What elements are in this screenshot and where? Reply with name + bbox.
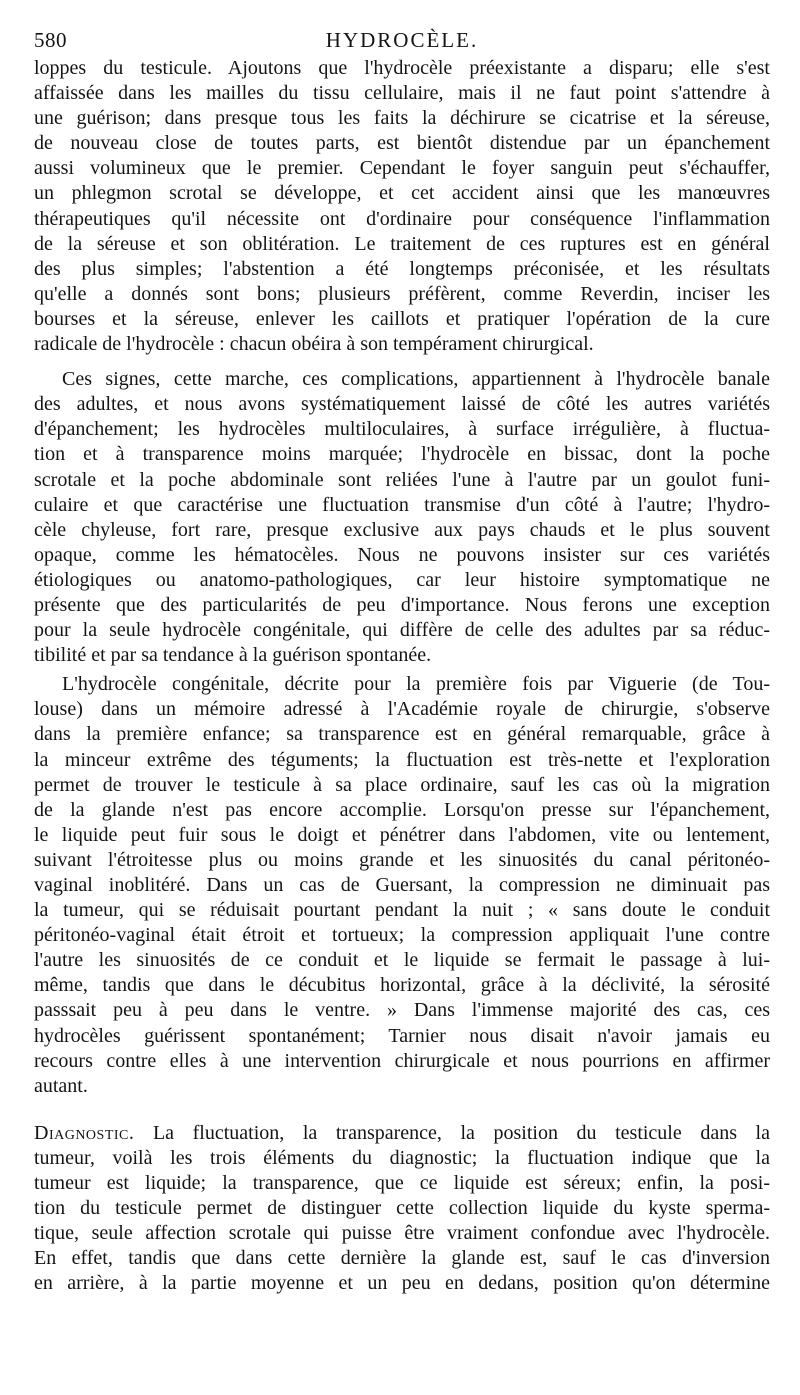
book-page [34,22,770,1297]
text-line: l'autre les sinuosités de ce conduit et le liquide se fermait le passage à lui- [34,949,770,972]
text-line: présente que des particularités de peu d'importance. Nous ferons une exception [34,593,770,616]
text-line: un phlegmon scrotal se développe, et cet accident ainsi que les manœuvres [34,182,770,205]
text-line: passsait peu à peu dans le ventre. » Dans l'immense majorité des cas, ces [34,999,770,1022]
text-line: le liquide peut fuir sous le doigt et pénétrer dans l'abdomen, vite ou lentement, [34,823,770,846]
text-line: tique, seule affection scrotale qui puisse être vraiment confondue avec l'hydrocèle. [34,1222,770,1245]
running-header [34,22,770,56]
text-line: en arrière, à la partie moyenne et un peu en dedans, position qu'on détermine [34,1272,770,1295]
text-line: tumeur, voilà les trois éléments du diagnostic; la fluctuation indique que la [34,1146,770,1169]
paragraph-diagnostic [34,1121,770,1297]
text-line: culaire et que caractérise une fluctuation transmise d'un côté à l'autre; l'hydro- [34,493,770,516]
text-line: qu'elle a donnés sont bons; plusieurs préfèrent, comme Reverdin, inciser les [34,282,770,305]
text-line: thérapeutiques qu'il nécessite ont d'ordinaire pour conséquence l'inflammation [34,207,770,230]
text-line: vaginal inoblitéré. Dans un cas de Guersant, la compression ne diminuait pas [34,874,770,896]
section-heading-diagnostic: Diagnostic. [34,1121,135,1144]
paragraph-varieties [34,367,770,668]
text-line: loppes du testicule. Ajoutons que l'hydrocèle préexistante a disparu; elle s'est [34,57,770,79]
text-line: aussi volumineux que le premier. Cependant le foyer sanguin peut s'échauffer, [34,157,770,180]
text-line: autant. [34,1074,88,1097]
text-line: de nouveau close de toutes parts, est bientôt distendue par un épanchement [34,132,770,155]
page-number: 580 [34,28,67,52]
text-line: la tumeur, qui se réduisait pourtant pendant la nuit ; « sans doute le conduit [34,899,770,922]
diagnostic-first-line-text: La fluctuation, la transparence, la position du testicule dans la [152,1121,770,1144]
text-line: scrotale et la poche abdominale sont reliées l'une à l'autre par un goulot funi- [34,468,770,491]
text-line: En effet, tandis que dans cette dernière la glande est, sauf le cas d'inversion [34,1247,770,1270]
paragraph-rupture-treatment [34,56,770,357]
text-line: une guérison; dans presque tous les faits la déchirure se cicatrise et la séreuse, [34,107,770,130]
running-title: HYDROCÈLE. [325,28,479,52]
text-line: radicale de l'hydrocèle : chacun obéira à son tempérament chirurgical. [34,333,594,356]
text-line [34,1121,770,1146]
text-line: des adultes, et nous avons systématiquement laissé de côté les autres variétés [34,393,770,416]
text-line: tibilité et par sa tendance à la guérison spontanée. [34,644,432,667]
text-line: de la séreuse et son oblitération. Le traitement de ces ruptures est en général [34,232,770,255]
paragraph-congenital-hydrocele [34,672,770,1099]
text-line: recours contre elles à une intervention chirurgicale et nous pourrions en affirmer [34,1049,770,1072]
text-line: suivant l'étroitesse plus ou moins grande et les sinuosités du canal péritonéo- [34,848,770,871]
text-line: louse) dans un mémoire adressé à l'Académie royale de chirurgie, s'observe [34,698,770,721]
text-line: opaque, comme les hématocèles. Nous ne pouvons insister sur ces variétés [34,543,770,566]
text-line: affaissée dans les mailles du tissu cellulaire, mais il ne faut point s'attendre à [34,82,770,105]
text-line: dans la première enfance; sa transparence est en général remarquable, grâce à [34,723,770,746]
text-line: cèle chyleuse, fort rare, presque exclusive aux pays chauds et le plus souvent [34,518,770,541]
text-line: bourses et la séreuse, enlever les caillots et pratiquer l'opération de la cure [34,307,770,330]
text-line: permet de trouver le testicule à sa place ordinaire, sauf les cas où la migration [34,773,770,796]
text-line: tion du testicule permet de distinguer cette collection liquide du kyste sperma- [34,1197,770,1220]
text-line: la minceur extrême des téguments; la fluctuation est très-nette et l'exploration [34,748,770,771]
text-line: d'épanchement; les hydrocèles multiloculaires, à surface irrégulière, à fluctua- [34,418,770,441]
text-line: hydrocèles guérissent spontanément; Tarnier nous disait n'avoir jamais eu [34,1024,770,1047]
text-line: étiologiques ou anatomo-pathologiques, car leur histoire symptomatique ne [34,568,770,591]
text-line: tion et à transparence moins marquée; l'hydrocèle en bissac, dont la poche [34,443,770,466]
text-line: tumeur est liquide; la transparence, que ce liquide est séreux; enfin, la posi- [34,1172,770,1195]
text-line: pour la seule hydrocèle congénitale, qui diffère de celle des adultes par sa réduc- [34,619,770,642]
text-line: péritonéo-vaginal était étroit et tortueux; la compression appliquait l'une contre [34,924,770,947]
text-line: des plus simples; l'abstention a été longtemps préconisée, et les résultats [34,257,770,280]
text-line: même, tandis que dans le décubitus horizontal, grâce à la déclivité, la sérosité [34,974,770,997]
text-line: L'hydrocèle congénitale, décrite pour la première fois par Viguerie (de Tou- [62,673,770,696]
text-line: de la glande n'est pas encore accomplie. Lorsqu'on presse sur l'épanchement, [34,798,770,821]
text-line: Ces signes, cette marche, ces complications, appartiennent à l'hydrocèle banale [62,368,770,391]
